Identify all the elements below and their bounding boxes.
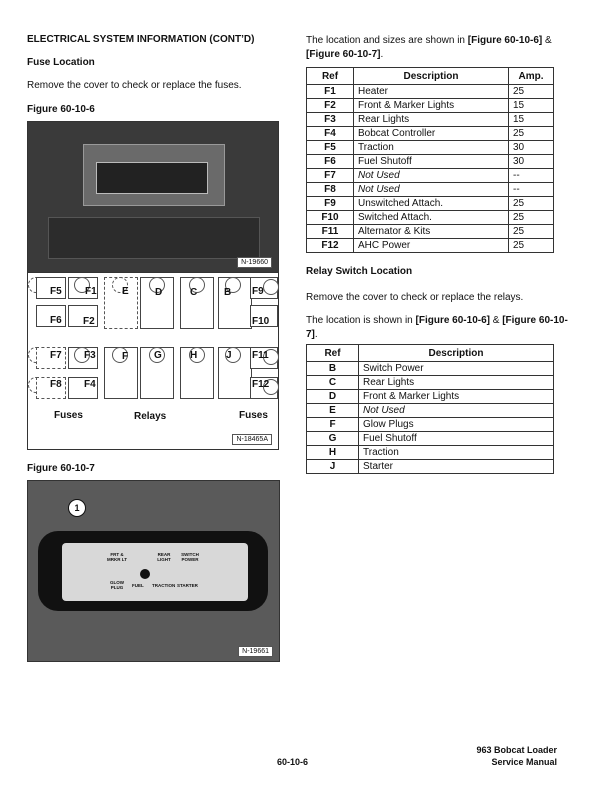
relay-ref-2[interactable]: [Figure 60-10-7] (306, 315, 568, 340)
table-row (307, 169, 554, 183)
fuse-amp: -- (509, 169, 554, 183)
fuse-desc: Not Used (354, 169, 509, 183)
relay-desc: Rear Lights (359, 376, 554, 390)
fuse-panel-slots (96, 162, 208, 194)
table-row (307, 211, 554, 225)
relay-desc: Front & Marker Lights (359, 390, 554, 404)
cover-switch-power: SWITCH POWER (181, 552, 199, 562)
table-row (307, 183, 554, 197)
fuse-amp: 15 (509, 99, 554, 113)
table-row (307, 197, 554, 211)
table-row (307, 239, 554, 253)
cover-hole (140, 569, 150, 579)
relay-desc: Switch Power (359, 362, 554, 376)
intro-end: . (380, 49, 384, 60)
label-f9: F9 (252, 286, 264, 297)
fuses-left-label: Fuses (54, 410, 83, 421)
table-row (307, 432, 554, 446)
table-row (307, 404, 554, 418)
fuse-amp: 15 (509, 113, 554, 127)
relay-amp: & (489, 315, 503, 326)
fuse-ref: F10 (307, 211, 354, 225)
table-row (307, 141, 554, 155)
relay-desc: Starter (359, 460, 554, 474)
fuse-ref: F1 (307, 85, 354, 99)
fuse-ref: F2 (307, 99, 354, 113)
label-f3: F3 (84, 350, 96, 361)
relay-ref: D (307, 390, 359, 404)
label-c: C (190, 287, 198, 298)
fuse-desc: Fuel Shutoff (354, 155, 509, 169)
table-row (307, 225, 554, 239)
fuse-amp: 25 (509, 85, 554, 99)
figure-60-10-7-label: Figure 60-10-7 (27, 463, 95, 474)
relay-table (306, 344, 554, 474)
fuse-desc: Rear Lights (354, 113, 509, 127)
fuse-amp: 30 (509, 155, 554, 169)
relay-intro-text: The location is shown in (306, 315, 416, 326)
relay-ref: J (307, 460, 359, 474)
fuse-desc: Front & Marker Lights (354, 99, 509, 113)
cover-frt-marker: FRT & MRKR LT (107, 552, 127, 562)
cover-glow-plug: GLOW PLUG (110, 580, 124, 590)
table-row (307, 127, 554, 141)
fuse-table-header-desc: Description (354, 68, 509, 85)
figure-tag-2: N-19661 (238, 646, 273, 657)
fuse-ref: F11 (307, 225, 354, 239)
fuse-table (306, 67, 554, 253)
label-f6: F6 (50, 315, 62, 326)
fuse-table-header-amp: Amp. (509, 68, 554, 85)
callout-1: 1 (68, 499, 86, 517)
fuse-relay-diagram (27, 272, 279, 450)
cover-starter: STARTER (177, 583, 198, 588)
fuse-ref: F12 (307, 239, 354, 253)
label-h: H (190, 350, 198, 361)
fuse-amp: 25 (509, 225, 554, 239)
cover-fuel: FUEL (132, 583, 144, 588)
label-d: D (155, 287, 163, 298)
fuse-table-header-ref: Ref (307, 68, 354, 85)
fuse-ref: F5 (307, 141, 354, 155)
fuse-desc: AHC Power (354, 239, 509, 253)
label-e: E (122, 286, 129, 297)
relay-desc: Not Used (359, 404, 554, 418)
footer-product: 963 Bobcat Loader (476, 745, 557, 755)
table-row (307, 113, 554, 127)
relay-ref: F (307, 418, 359, 432)
label-f8: F8 (50, 379, 62, 390)
fuse-desc: Alternator & Kits (354, 225, 509, 239)
relay-desc: Fuel Shutoff (359, 432, 554, 446)
relay-ref: G (307, 432, 359, 446)
figure-60-10-6-label: Figure 60-10-6 (27, 104, 95, 115)
fuse-ref: F3 (307, 113, 354, 127)
fuse-amp: 25 (509, 239, 554, 253)
fuse-ref: F9 (307, 197, 354, 211)
footer-manual: Service Manual (491, 757, 557, 767)
diagram-tag: N-18465A (232, 434, 272, 445)
fuse-amp: -- (509, 183, 554, 197)
fuse-ref: F6 (307, 155, 354, 169)
label-f4: F4 (84, 379, 96, 390)
fuse-ref: F7 (307, 169, 354, 183)
label-f1: F1 (85, 286, 97, 297)
label-f7: F7 (50, 350, 62, 361)
label-f: F (122, 351, 129, 362)
label-f11: F11 (252, 350, 269, 361)
label-g: G (154, 350, 162, 361)
fuse-cover-photo (27, 480, 280, 662)
label-f10: F10 (252, 316, 270, 327)
fuse-location-heading: Fuse Location (27, 57, 95, 68)
table-row (307, 85, 554, 99)
label-f12: F12 (252, 379, 270, 390)
fuse-amp: 25 (509, 197, 554, 211)
intro-ref-1[interactable]: [Figure 60-10-6] (467, 35, 543, 46)
intro-paragraph (306, 34, 568, 62)
fuse-amp: 30 (509, 141, 554, 155)
table-row (307, 390, 554, 404)
relay-ref: E (307, 404, 359, 418)
table-row (307, 362, 554, 376)
intro-text: The location and sizes are shown in (306, 35, 468, 46)
cover-rear-light: REAR LIGHT (157, 552, 171, 562)
fuse-panel-photo (27, 121, 279, 273)
label-f5: F5 (50, 286, 62, 297)
fuse-ref: F4 (307, 127, 354, 141)
fuse-desc: Unswitched Attach. (354, 197, 509, 211)
cover-label-sheet (62, 543, 248, 601)
fuse-slot (263, 279, 279, 295)
table-row (307, 460, 554, 474)
intro-ref-2[interactable]: [Figure 60-10-7] (306, 49, 381, 60)
relay-desc: Traction (359, 446, 554, 460)
figure-tag: N-19660 (237, 257, 272, 268)
fuse-desc: Bobcat Controller (354, 127, 509, 141)
fuses-right-label: Fuses (239, 410, 268, 421)
relay-ref-1[interactable]: [Figure 60-10-6] (415, 315, 490, 326)
fuse-desc: Heater (354, 85, 509, 99)
label-b: B (224, 287, 232, 298)
relay-intro-paragraph (306, 314, 568, 342)
relay-heading: Relay Switch Location (306, 266, 413, 277)
relays-label: Relays (134, 411, 167, 422)
fuse-desc: Switched Attach. (354, 211, 509, 225)
table-row (307, 99, 554, 113)
relay-ref: H (307, 446, 359, 460)
intro-amp: & (542, 35, 552, 46)
table-row (307, 446, 554, 460)
cover-traction: TRACTION (152, 583, 176, 588)
label-f2: F2 (83, 316, 95, 327)
relay-ref: C (307, 376, 359, 390)
fuse-ref: F8 (307, 183, 354, 197)
table-row (307, 418, 554, 432)
relay-ref: B (307, 362, 359, 376)
relay-text: Remove the cover to check or replace the relays. (306, 292, 524, 303)
relay-table-header-ref: Ref (307, 345, 359, 362)
fuse-amp: 25 (509, 127, 554, 141)
label-j: J (226, 350, 232, 361)
fuse-desc: Traction (354, 141, 509, 155)
fuse-location-text: Remove the cover to check or replace the fuses. (27, 80, 242, 91)
fuse-amp: 25 (509, 211, 554, 225)
relay-end: . (314, 329, 318, 340)
fuse-desc: Not Used (354, 183, 509, 197)
relay-desc: Glow Plugs (359, 418, 554, 432)
page-number: 60-10-6 (277, 757, 309, 767)
table-row (307, 155, 554, 169)
relay-table-header-desc: Description (359, 345, 554, 362)
panel-recess (48, 217, 260, 259)
section-title: ELECTRICAL SYSTEM INFORMATION (CONT’D) (27, 34, 255, 45)
table-row (307, 376, 554, 390)
